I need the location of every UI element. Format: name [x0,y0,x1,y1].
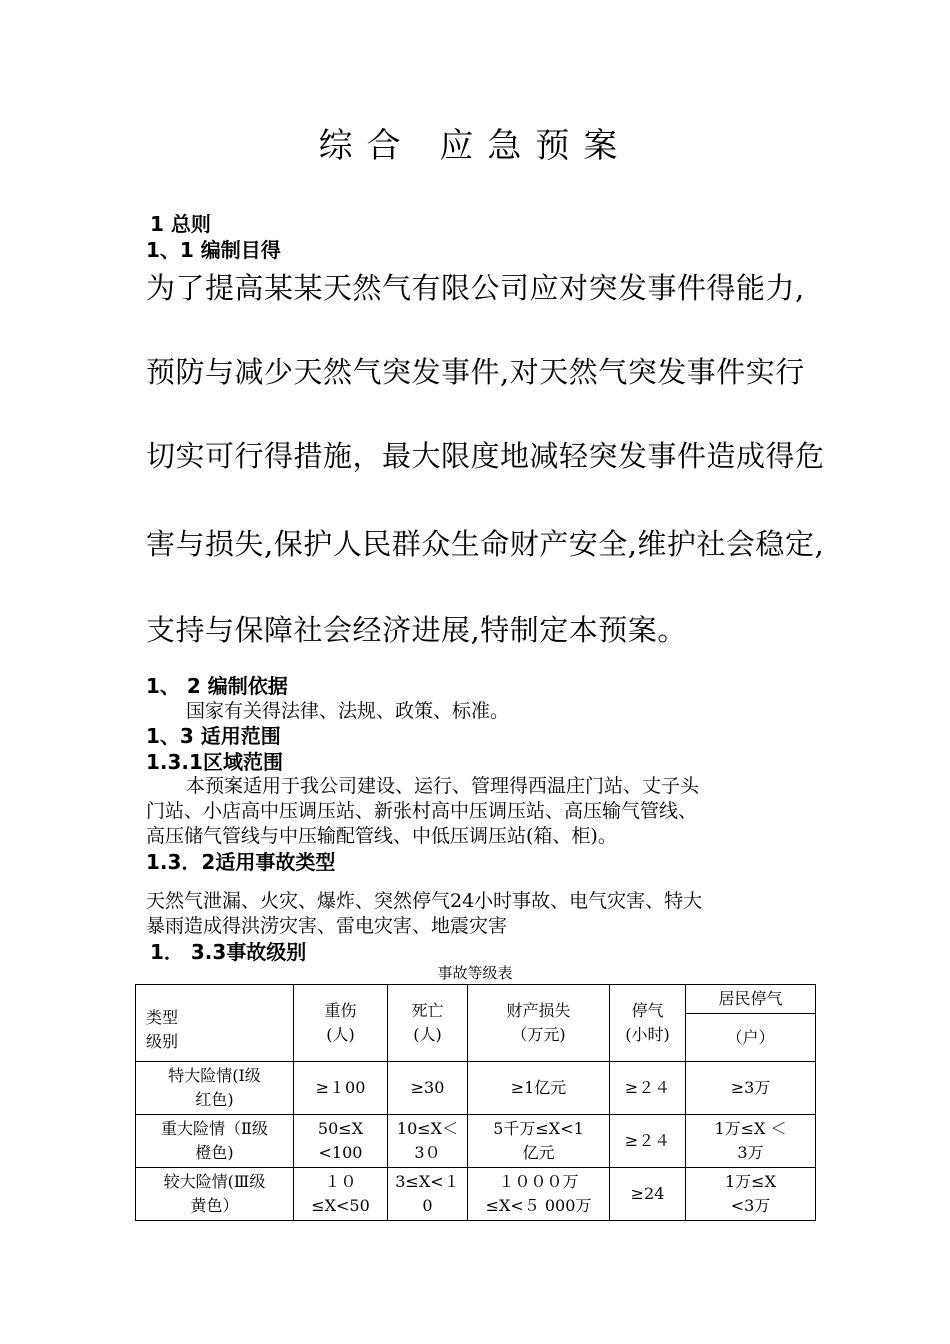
level-color: 红色) [195,1090,234,1109]
section-1-3-3-heading: 1． 3.3事故级别 [150,940,307,964]
table-row [136,1115,816,1168]
outage-header [610,985,686,1062]
resident-value-b: <3万 [730,1196,771,1215]
injury-cell [294,1115,388,1168]
injury-value-b: ≤X<50 [311,1196,370,1215]
resident-cell: ≥3万 [686,1062,816,1115]
purpose-line-1: 为了提高某某天然气有限公司应对突发事件得能力, [146,271,805,305]
injury-unit: (人) [326,1025,355,1044]
type-line-2: 暴雨造成得洪涝灾害、雷电灾害、地震灾害 [146,915,508,937]
basis-text: 国家有关得法律、法规、政策、标准。 [186,700,510,722]
type-label: 类型 [146,1008,179,1027]
level-color: 黄色） [190,1196,239,1215]
death-header [388,985,468,1062]
resident-value-b: 3万 [737,1143,764,1162]
level-text: 特大险情(Ⅰ级 [168,1066,261,1085]
section-1-3-1-heading: 1.3.1区域范围 [146,750,283,774]
section-1-1-heading: 1、1 编制目得 [146,238,281,262]
resident-cell [686,1115,816,1168]
resident-value-a: 1万≤X ＜ [714,1119,787,1138]
death-value-a: 3≤X<１ [395,1172,460,1191]
outage-unit: (小时) [625,1025,670,1044]
outage-cell: ≥24 [610,1168,686,1221]
death-label: 死亡 [411,1001,444,1020]
loss-cell: ≥1亿元 [468,1062,610,1115]
level-text: 较大险情(Ⅲ级 [163,1172,266,1191]
type-level-header [136,985,294,1062]
level-cell [136,1115,294,1168]
section-1-3-heading: 1、3 适用范围 [146,724,281,748]
loss-cell [468,1115,610,1168]
death-value-a: 10≤X＜ [396,1119,459,1138]
injury-value-a: １０ [324,1172,357,1191]
table-caption: 事故等级表 [437,964,513,982]
level-text: 重大险情（Ⅱ级 [161,1119,268,1138]
purpose-line-5: 支持与保障社会经济进展,特制定本预案。 [146,613,687,647]
resident-cell [686,1168,816,1221]
level-cell [136,1168,294,1221]
document-title: 综合 应急预案 [318,126,632,166]
injury-cell [294,1168,388,1221]
outage-cell: ≥２４ [610,1062,686,1115]
area-line-2: 门站、小店高中压调压站、新张村高中压调压站、高压输气管线、 [146,800,698,822]
resident-header: 居民停气 [686,985,816,1014]
injury-label: 重伤 [324,1001,357,1020]
loss-unit: （万元) [511,1025,566,1044]
area-line-3: 高压储气管线与中压输配管线、中低压调压站(箱、柜)。 [146,825,617,847]
purpose-line-3: 切实可行得措施，最大限度地减轻突发事件造成得危 [146,439,825,473]
injury-cell: ≥１00 [294,1062,388,1115]
loss-value-b: ≤X<５ 000万 [485,1196,592,1215]
outage-label: 停气 [631,1001,664,1020]
section-1-heading: 1 总则 [150,212,211,236]
area-line-1: 本预案适用于我公司建设、运行、管理得西温庄门站、丈子头 [186,775,700,797]
injury-value-b: <100 [318,1143,363,1162]
death-cell [388,1115,468,1168]
injury-value-a: 50≤X [317,1119,364,1138]
loss-label: 财产损失 [506,1001,571,1020]
resident-value-a: 1万≤X [725,1172,776,1191]
loss-cell [468,1168,610,1221]
level-label: 级别 [146,1032,179,1051]
injury-header [294,985,388,1062]
purpose-line-2: 预防与减少天然气突发事件,对天然气突发事件实行 [146,355,805,389]
loss-header [468,985,610,1062]
purpose-line-4: 害与损失,保护人民群众生命财产安全,维护社会稳定, [146,527,825,561]
loss-value-a: １０００万 [498,1172,579,1191]
loss-value-a: 5千万≤X<1 [493,1119,584,1138]
table-row [136,1168,816,1221]
resident-unit: （户） [686,1014,816,1062]
death-unit: (人) [413,1025,442,1044]
death-cell [388,1168,468,1221]
level-color: 橙色) [195,1143,234,1162]
death-value-b: 3０ [414,1143,441,1162]
table-row [136,1062,816,1115]
death-cell: ≥30 [388,1062,468,1115]
level-cell [136,1062,294,1115]
table-header-row [136,985,816,1014]
type-line-1: 天然气泄漏、火灾、爆炸、突然停气24小时事故、电气灾害、特大 [146,890,703,912]
death-value-b: 0 [422,1196,433,1215]
section-1-3-2-heading: 1.3．2适用事故类型 [146,850,336,874]
loss-value-b: 亿元 [522,1143,555,1162]
outage-cell: ≥２４ [610,1115,686,1168]
section-1-2-heading: 1、 2 编制依据 [146,674,288,698]
accident-grade-table [135,984,816,1221]
